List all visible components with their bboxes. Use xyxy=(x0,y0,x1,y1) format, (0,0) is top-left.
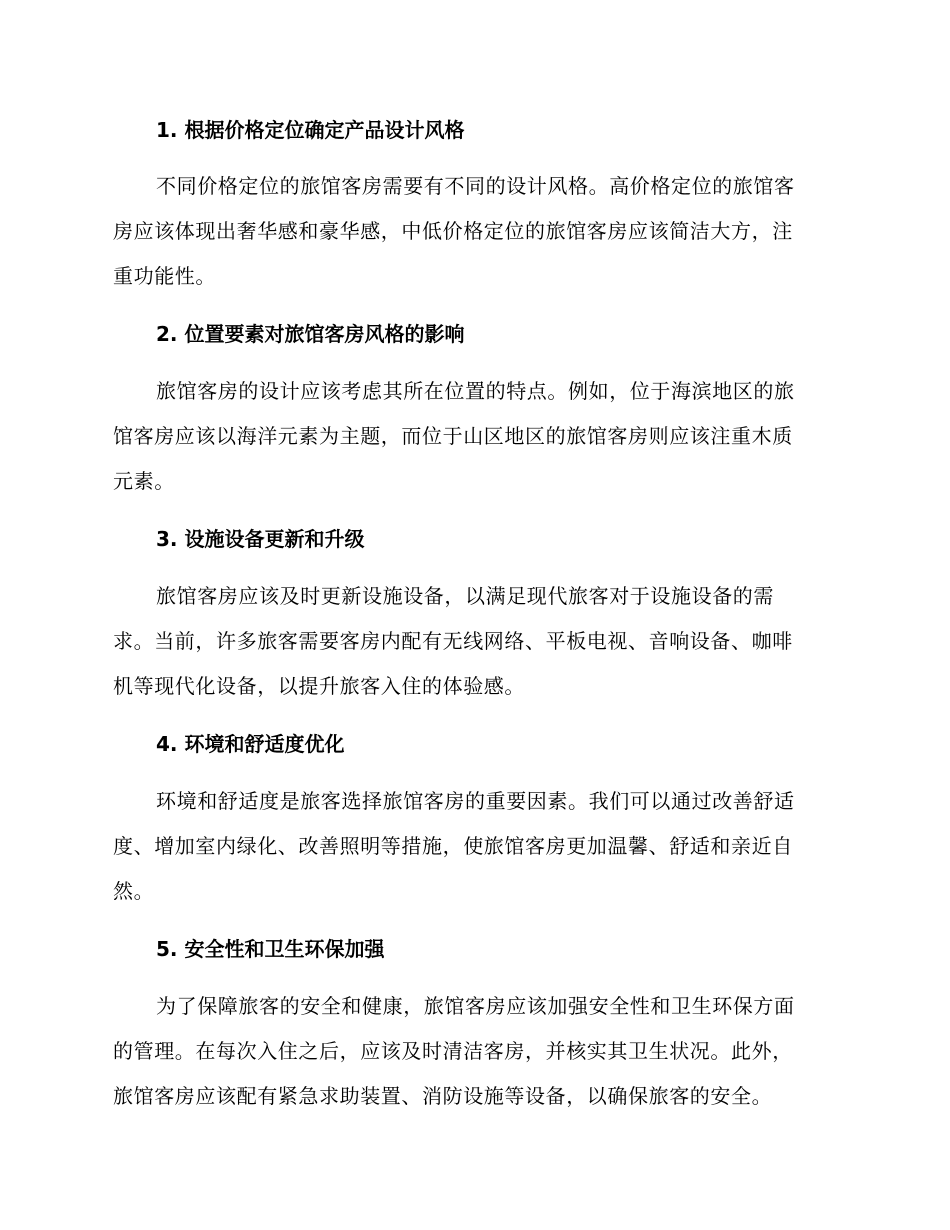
section-5-paragraph-line-2: 的管理。在每次入住之后，应该及时清洁客房，并核实其卫生状况。此外， xyxy=(113,1039,793,1063)
section-2-heading: 2. 位置要素对旅馆客房风格的影响 xyxy=(156,322,465,346)
section-4-paragraph-line-3: 然。 xyxy=(113,879,155,903)
section-1-heading: 1. 根据价格定位确定产品设计风格 xyxy=(156,118,465,142)
section-2-paragraph-line-3: 元素。 xyxy=(113,469,175,493)
section-3-paragraph-line-2: 求。当前，许多旅客需要客房内配有无线网络、平板电视、音响设备、咖啡 xyxy=(113,629,793,653)
section-5-heading: 5. 安全性和卫生环保加强 xyxy=(156,937,385,961)
section-2-paragraph-line-2: 馆客房应该以海洋元素为主题，而位于山区地区的旅馆客房则应该注重木质 xyxy=(113,424,793,448)
section-4-paragraph-line-2: 度、增加室内绿化、改善照明等措施，使旅馆客房更加温馨、舒适和亲近自 xyxy=(113,834,793,858)
section-1-paragraph-line-1: 不同价格定位的旅馆客房需要有不同的设计风格。高价格定位的旅馆客 xyxy=(156,174,795,198)
section-5-paragraph-line-3: 旅馆客房应该配有紧急求助装置、消防设施等设备，以确保旅客的安全。 xyxy=(113,1084,773,1108)
section-4-paragraph-line-1: 环境和舒适度是旅客选择旅馆客房的重要因素。我们可以通过改善舒适 xyxy=(156,789,795,813)
section-3-heading: 3. 设施设备更新和升级 xyxy=(156,527,365,551)
section-5-paragraph-line-1: 为了保障旅客的安全和健康，旅馆客房应该加强安全性和卫生环保方面 xyxy=(156,994,795,1018)
section-1-paragraph-line-3: 重功能性。 xyxy=(113,264,216,288)
section-3-paragraph-line-1: 旅馆客房应该及时更新设施设备，以满足现代旅客对于设施设备的需 xyxy=(156,584,774,608)
section-2-paragraph-line-1: 旅馆客房的设计应该考虑其所在位置的特点。例如，位于海滨地区的旅 xyxy=(156,379,795,403)
section-4-heading: 4. 环境和舒适度优化 xyxy=(156,732,345,756)
section-1-paragraph-line-2: 房应该体现出奢华感和豪华感，中低价格定位的旅馆客房应该简洁大方，注 xyxy=(113,219,793,243)
section-3-paragraph-line-3: 机等现代化设备，以提升旅客入住的体验感。 xyxy=(113,674,525,698)
